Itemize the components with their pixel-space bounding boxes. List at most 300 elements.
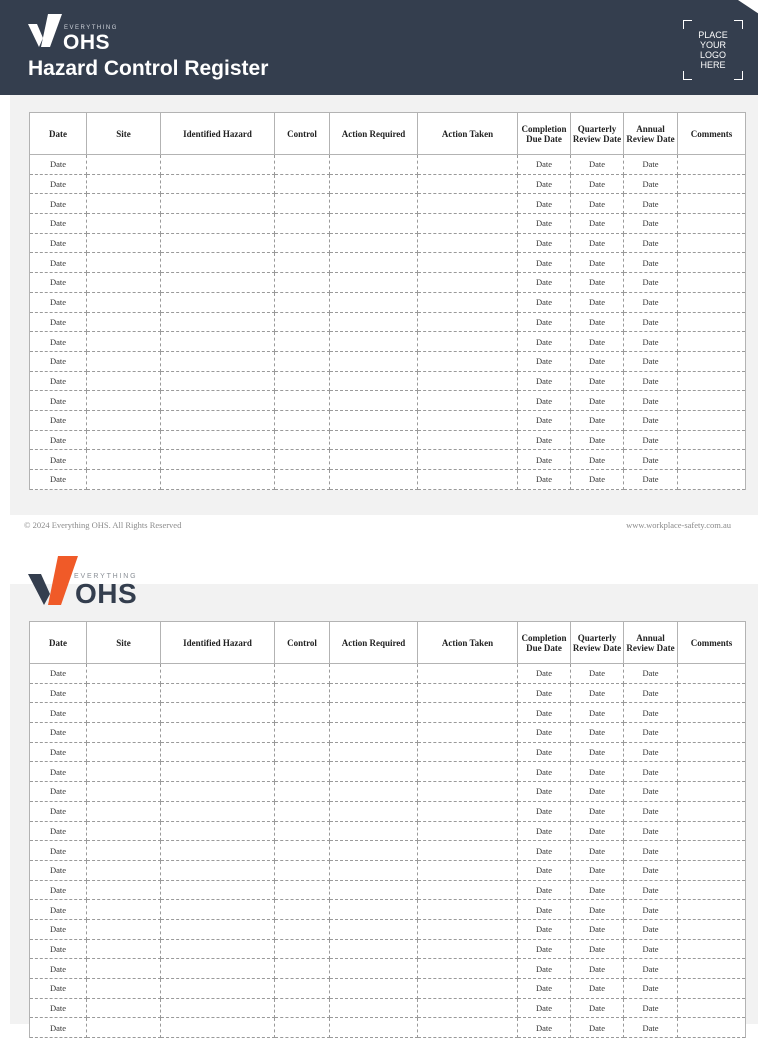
table-cell[interactable] bbox=[330, 332, 418, 352]
table-cell[interactable] bbox=[330, 998, 418, 1018]
table-cell[interactable] bbox=[161, 1018, 275, 1038]
table-cell[interactable]: Date bbox=[30, 1018, 87, 1038]
table-cell[interactable]: Date bbox=[624, 391, 678, 411]
table-cell[interactable]: Date bbox=[571, 979, 624, 999]
table-cell[interactable] bbox=[418, 939, 518, 959]
table-cell[interactable]: Date bbox=[624, 1018, 678, 1038]
table-cell[interactable] bbox=[161, 253, 275, 273]
table-cell[interactable]: Date bbox=[571, 214, 624, 234]
table-cell[interactable] bbox=[330, 273, 418, 293]
table-cell[interactable] bbox=[418, 821, 518, 841]
table-cell[interactable]: Date bbox=[571, 939, 624, 959]
table-cell[interactable]: Date bbox=[571, 860, 624, 880]
table-cell[interactable] bbox=[330, 450, 418, 470]
table-cell[interactable] bbox=[330, 410, 418, 430]
table-cell[interactable] bbox=[418, 959, 518, 979]
table-cell[interactable]: Date bbox=[571, 959, 624, 979]
table-cell[interactable] bbox=[418, 371, 518, 391]
table-cell[interactable]: Date bbox=[30, 703, 87, 723]
table-cell[interactable]: Date bbox=[571, 742, 624, 762]
table-cell[interactable] bbox=[330, 253, 418, 273]
table-cell[interactable] bbox=[275, 939, 330, 959]
table-cell[interactable] bbox=[678, 821, 746, 841]
table-cell[interactable]: Date bbox=[624, 351, 678, 371]
table-cell[interactable]: Date bbox=[624, 233, 678, 253]
table-cell[interactable] bbox=[678, 1018, 746, 1038]
table-cell[interactable]: Date bbox=[518, 174, 571, 194]
table-cell[interactable] bbox=[161, 762, 275, 782]
table-cell[interactable] bbox=[275, 998, 330, 1018]
table-cell[interactable] bbox=[678, 742, 746, 762]
table-cell[interactable]: Date bbox=[571, 683, 624, 703]
table-cell[interactable] bbox=[418, 723, 518, 743]
table-cell[interactable] bbox=[87, 391, 161, 411]
table-cell[interactable] bbox=[161, 723, 275, 743]
table-cell[interactable]: Date bbox=[30, 430, 87, 450]
table-cell[interactable] bbox=[418, 332, 518, 352]
table-cell[interactable] bbox=[275, 351, 330, 371]
table-cell[interactable] bbox=[678, 253, 746, 273]
table-cell[interactable]: Date bbox=[571, 292, 624, 312]
table-cell[interactable] bbox=[678, 880, 746, 900]
table-cell[interactable] bbox=[161, 900, 275, 920]
table-cell[interactable] bbox=[678, 273, 746, 293]
table-cell[interactable]: Date bbox=[518, 801, 571, 821]
table-cell[interactable] bbox=[330, 782, 418, 802]
table-cell[interactable] bbox=[678, 723, 746, 743]
table-cell[interactable] bbox=[330, 762, 418, 782]
table-cell[interactable] bbox=[418, 155, 518, 175]
table-cell[interactable]: Date bbox=[30, 332, 87, 352]
table-cell[interactable] bbox=[418, 841, 518, 861]
table-cell[interactable]: Date bbox=[30, 821, 87, 841]
table-cell[interactable]: Date bbox=[30, 880, 87, 900]
table-cell[interactable] bbox=[275, 391, 330, 411]
table-cell[interactable] bbox=[275, 664, 330, 684]
table-cell[interactable] bbox=[418, 273, 518, 293]
table-cell[interactable] bbox=[161, 880, 275, 900]
table-cell[interactable] bbox=[87, 939, 161, 959]
table-cell[interactable]: Date bbox=[30, 860, 87, 880]
table-cell[interactable] bbox=[87, 410, 161, 430]
table-cell[interactable] bbox=[330, 371, 418, 391]
table-cell[interactable] bbox=[275, 155, 330, 175]
table-cell[interactable] bbox=[87, 1018, 161, 1038]
table-cell[interactable]: Date bbox=[571, 450, 624, 470]
table-cell[interactable] bbox=[275, 919, 330, 939]
table-cell[interactable] bbox=[275, 742, 330, 762]
table-cell[interactable] bbox=[161, 939, 275, 959]
table-cell[interactable] bbox=[87, 233, 161, 253]
table-cell[interactable]: Date bbox=[518, 703, 571, 723]
table-cell[interactable]: Date bbox=[518, 959, 571, 979]
table-cell[interactable] bbox=[161, 371, 275, 391]
table-cell[interactable] bbox=[330, 155, 418, 175]
table-cell[interactable]: Date bbox=[624, 430, 678, 450]
table-cell[interactable] bbox=[418, 860, 518, 880]
table-cell[interactable] bbox=[161, 450, 275, 470]
table-cell[interactable]: Date bbox=[624, 703, 678, 723]
table-cell[interactable]: Date bbox=[571, 430, 624, 450]
table-cell[interactable] bbox=[161, 782, 275, 802]
table-cell[interactable] bbox=[418, 410, 518, 430]
table-cell[interactable] bbox=[418, 194, 518, 214]
table-cell[interactable] bbox=[330, 194, 418, 214]
table-cell[interactable]: Date bbox=[571, 841, 624, 861]
table-cell[interactable] bbox=[418, 253, 518, 273]
table-cell[interactable] bbox=[330, 860, 418, 880]
table-cell[interactable]: Date bbox=[624, 900, 678, 920]
table-cell[interactable] bbox=[275, 233, 330, 253]
table-cell[interactable] bbox=[275, 430, 330, 450]
table-cell[interactable]: Date bbox=[624, 194, 678, 214]
table-cell[interactable] bbox=[678, 174, 746, 194]
table-cell[interactable] bbox=[161, 742, 275, 762]
table-cell[interactable]: Date bbox=[571, 782, 624, 802]
table-cell[interactable]: Date bbox=[624, 450, 678, 470]
table-cell[interactable]: Date bbox=[30, 214, 87, 234]
table-cell[interactable]: Date bbox=[624, 371, 678, 391]
table-cell[interactable] bbox=[418, 762, 518, 782]
table-cell[interactable]: Date bbox=[518, 430, 571, 450]
table-cell[interactable] bbox=[678, 332, 746, 352]
table-cell[interactable]: Date bbox=[518, 979, 571, 999]
table-cell[interactable]: Date bbox=[518, 214, 571, 234]
table-cell[interactable] bbox=[678, 703, 746, 723]
table-cell[interactable] bbox=[678, 155, 746, 175]
table-cell[interactable] bbox=[87, 703, 161, 723]
table-cell[interactable]: Date bbox=[624, 723, 678, 743]
table-cell[interactable] bbox=[418, 919, 518, 939]
table-cell[interactable]: Date bbox=[30, 683, 87, 703]
table-cell[interactable] bbox=[87, 900, 161, 920]
table-cell[interactable] bbox=[87, 919, 161, 939]
table-cell[interactable]: Date bbox=[624, 919, 678, 939]
table-cell[interactable] bbox=[275, 1018, 330, 1038]
table-cell[interactable] bbox=[87, 762, 161, 782]
table-cell[interactable] bbox=[87, 821, 161, 841]
table-cell[interactable]: Date bbox=[518, 723, 571, 743]
table-cell[interactable] bbox=[275, 410, 330, 430]
table-cell[interactable]: Date bbox=[518, 742, 571, 762]
table-cell[interactable]: Date bbox=[30, 998, 87, 1018]
table-cell[interactable]: Date bbox=[571, 998, 624, 1018]
table-cell[interactable] bbox=[330, 351, 418, 371]
table-cell[interactable]: Date bbox=[624, 273, 678, 293]
table-cell[interactable] bbox=[87, 998, 161, 1018]
table-cell[interactable] bbox=[275, 762, 330, 782]
table-cell[interactable] bbox=[330, 233, 418, 253]
table-cell[interactable]: Date bbox=[624, 214, 678, 234]
table-cell[interactable]: Date bbox=[571, 723, 624, 743]
table-cell[interactable] bbox=[330, 801, 418, 821]
table-cell[interactable]: Date bbox=[30, 742, 87, 762]
table-cell[interactable] bbox=[87, 155, 161, 175]
table-cell[interactable]: Date bbox=[30, 155, 87, 175]
table-cell[interactable]: Date bbox=[624, 821, 678, 841]
table-cell[interactable]: Date bbox=[30, 919, 87, 939]
table-cell[interactable]: Date bbox=[30, 959, 87, 979]
table-cell[interactable]: Date bbox=[571, 371, 624, 391]
table-cell[interactable] bbox=[330, 959, 418, 979]
table-cell[interactable]: Date bbox=[571, 332, 624, 352]
table-cell[interactable] bbox=[678, 979, 746, 999]
table-cell[interactable] bbox=[330, 470, 418, 490]
table-cell[interactable] bbox=[87, 959, 161, 979]
table-cell[interactable] bbox=[275, 880, 330, 900]
table-cell[interactable] bbox=[678, 959, 746, 979]
table-cell[interactable] bbox=[87, 723, 161, 743]
table-cell[interactable] bbox=[330, 391, 418, 411]
table-cell[interactable]: Date bbox=[30, 841, 87, 861]
table-cell[interactable]: Date bbox=[30, 979, 87, 999]
table-cell[interactable]: Date bbox=[571, 919, 624, 939]
table-cell[interactable] bbox=[678, 664, 746, 684]
table-cell[interactable] bbox=[275, 860, 330, 880]
table-cell[interactable] bbox=[275, 174, 330, 194]
table-cell[interactable]: Date bbox=[624, 959, 678, 979]
table-cell[interactable] bbox=[161, 821, 275, 841]
table-cell[interactable] bbox=[418, 979, 518, 999]
table-cell[interactable] bbox=[161, 959, 275, 979]
table-cell[interactable] bbox=[87, 880, 161, 900]
table-cell[interactable] bbox=[418, 391, 518, 411]
table-cell[interactable]: Date bbox=[30, 723, 87, 743]
table-cell[interactable] bbox=[275, 801, 330, 821]
table-cell[interactable] bbox=[678, 782, 746, 802]
table-cell[interactable]: Date bbox=[571, 273, 624, 293]
table-cell[interactable]: Date bbox=[518, 880, 571, 900]
table-cell[interactable] bbox=[161, 841, 275, 861]
table-cell[interactable]: Date bbox=[518, 351, 571, 371]
table-cell[interactable] bbox=[275, 841, 330, 861]
table-cell[interactable]: Date bbox=[624, 801, 678, 821]
table-cell[interactable] bbox=[330, 174, 418, 194]
table-cell[interactable] bbox=[678, 762, 746, 782]
table-cell[interactable] bbox=[678, 683, 746, 703]
table-cell[interactable]: Date bbox=[518, 900, 571, 920]
table-cell[interactable]: Date bbox=[571, 194, 624, 214]
table-cell[interactable] bbox=[418, 292, 518, 312]
table-cell[interactable] bbox=[418, 450, 518, 470]
table-cell[interactable] bbox=[678, 292, 746, 312]
table-cell[interactable] bbox=[275, 312, 330, 332]
table-cell[interactable] bbox=[161, 979, 275, 999]
table-cell[interactable]: Date bbox=[30, 782, 87, 802]
table-cell[interactable] bbox=[87, 174, 161, 194]
table-cell[interactable] bbox=[418, 470, 518, 490]
table-cell[interactable] bbox=[87, 253, 161, 273]
table-cell[interactable] bbox=[330, 742, 418, 762]
table-cell[interactable] bbox=[678, 450, 746, 470]
table-cell[interactable] bbox=[161, 273, 275, 293]
table-cell[interactable] bbox=[330, 939, 418, 959]
table-cell[interactable] bbox=[161, 801, 275, 821]
table-cell[interactable] bbox=[418, 880, 518, 900]
table-cell[interactable] bbox=[275, 470, 330, 490]
table-cell[interactable]: Date bbox=[30, 371, 87, 391]
table-cell[interactable] bbox=[161, 332, 275, 352]
table-cell[interactable] bbox=[418, 351, 518, 371]
table-cell[interactable]: Date bbox=[518, 762, 571, 782]
table-cell[interactable] bbox=[678, 939, 746, 959]
table-cell[interactable] bbox=[87, 351, 161, 371]
table-cell[interactable] bbox=[87, 979, 161, 999]
table-cell[interactable] bbox=[87, 312, 161, 332]
table-cell[interactable]: Date bbox=[624, 155, 678, 175]
table-cell[interactable]: Date bbox=[30, 253, 87, 273]
table-cell[interactable] bbox=[330, 664, 418, 684]
table-cell[interactable] bbox=[87, 450, 161, 470]
table-cell[interactable] bbox=[330, 900, 418, 920]
table-cell[interactable] bbox=[678, 391, 746, 411]
table-cell[interactable]: Date bbox=[30, 801, 87, 821]
table-cell[interactable] bbox=[330, 312, 418, 332]
table-cell[interactable] bbox=[678, 470, 746, 490]
table-cell[interactable] bbox=[418, 233, 518, 253]
table-cell[interactable] bbox=[330, 683, 418, 703]
table-cell[interactable] bbox=[87, 214, 161, 234]
table-cell[interactable]: Date bbox=[624, 742, 678, 762]
table-cell[interactable] bbox=[330, 292, 418, 312]
table-cell[interactable] bbox=[87, 194, 161, 214]
table-cell[interactable]: Date bbox=[571, 410, 624, 430]
table-cell[interactable] bbox=[275, 194, 330, 214]
table-cell[interactable] bbox=[678, 194, 746, 214]
table-cell[interactable] bbox=[275, 332, 330, 352]
table-cell[interactable]: Date bbox=[624, 253, 678, 273]
table-cell[interactable] bbox=[161, 703, 275, 723]
table-cell[interactable] bbox=[275, 292, 330, 312]
table-cell[interactable]: Date bbox=[624, 683, 678, 703]
table-cell[interactable] bbox=[678, 371, 746, 391]
table-cell[interactable]: Date bbox=[571, 312, 624, 332]
table-cell[interactable] bbox=[161, 312, 275, 332]
table-cell[interactable]: Date bbox=[571, 900, 624, 920]
table-cell[interactable] bbox=[87, 292, 161, 312]
table-cell[interactable] bbox=[275, 683, 330, 703]
table-cell[interactable]: Date bbox=[518, 664, 571, 684]
table-cell[interactable]: Date bbox=[571, 233, 624, 253]
table-cell[interactable]: Date bbox=[624, 470, 678, 490]
table-cell[interactable]: Date bbox=[571, 762, 624, 782]
table-cell[interactable] bbox=[87, 470, 161, 490]
table-cell[interactable] bbox=[161, 410, 275, 430]
table-cell[interactable]: Date bbox=[30, 351, 87, 371]
table-cell[interactable] bbox=[678, 233, 746, 253]
table-cell[interactable] bbox=[275, 214, 330, 234]
table-cell[interactable]: Date bbox=[30, 233, 87, 253]
table-cell[interactable]: Date bbox=[518, 860, 571, 880]
table-cell[interactable]: Date bbox=[571, 391, 624, 411]
table-cell[interactable]: Date bbox=[518, 371, 571, 391]
table-cell[interactable] bbox=[87, 683, 161, 703]
table-cell[interactable] bbox=[418, 174, 518, 194]
table-cell[interactable] bbox=[275, 782, 330, 802]
table-cell[interactable] bbox=[418, 900, 518, 920]
table-cell[interactable] bbox=[678, 312, 746, 332]
website-link[interactable]: www.workplace-safety.com.au bbox=[626, 520, 731, 530]
table-cell[interactable] bbox=[161, 391, 275, 411]
table-cell[interactable]: Date bbox=[624, 174, 678, 194]
table-cell[interactable]: Date bbox=[30, 194, 87, 214]
table-cell[interactable]: Date bbox=[518, 292, 571, 312]
table-cell[interactable]: Date bbox=[624, 998, 678, 1018]
table-cell[interactable] bbox=[418, 1018, 518, 1038]
table-cell[interactable] bbox=[418, 801, 518, 821]
table-cell[interactable] bbox=[275, 723, 330, 743]
table-cell[interactable] bbox=[330, 841, 418, 861]
table-cell[interactable]: Date bbox=[30, 312, 87, 332]
table-cell[interactable] bbox=[87, 841, 161, 861]
table-cell[interactable] bbox=[678, 801, 746, 821]
table-cell[interactable]: Date bbox=[571, 174, 624, 194]
table-cell[interactable]: Date bbox=[518, 450, 571, 470]
table-cell[interactable]: Date bbox=[571, 703, 624, 723]
table-cell[interactable]: Date bbox=[30, 410, 87, 430]
table-cell[interactable] bbox=[87, 860, 161, 880]
table-cell[interactable] bbox=[275, 703, 330, 723]
table-cell[interactable] bbox=[330, 880, 418, 900]
table-cell[interactable] bbox=[161, 683, 275, 703]
table-cell[interactable]: Date bbox=[518, 273, 571, 293]
table-cell[interactable] bbox=[678, 214, 746, 234]
table-cell[interactable] bbox=[330, 979, 418, 999]
table-cell[interactable]: Date bbox=[624, 939, 678, 959]
table-cell[interactable]: Date bbox=[518, 1018, 571, 1038]
table-cell[interactable] bbox=[678, 860, 746, 880]
table-cell[interactable] bbox=[161, 292, 275, 312]
table-cell[interactable] bbox=[330, 430, 418, 450]
table-cell[interactable] bbox=[161, 351, 275, 371]
table-cell[interactable]: Date bbox=[571, 664, 624, 684]
table-cell[interactable] bbox=[330, 723, 418, 743]
table-cell[interactable]: Date bbox=[518, 332, 571, 352]
table-cell[interactable] bbox=[275, 450, 330, 470]
table-cell[interactable] bbox=[275, 371, 330, 391]
table-cell[interactable] bbox=[275, 821, 330, 841]
table-cell[interactable] bbox=[330, 703, 418, 723]
table-cell[interactable]: Date bbox=[624, 841, 678, 861]
table-cell[interactable]: Date bbox=[30, 939, 87, 959]
table-cell[interactable] bbox=[161, 664, 275, 684]
table-cell[interactable] bbox=[161, 174, 275, 194]
table-cell[interactable] bbox=[275, 979, 330, 999]
table-cell[interactable] bbox=[418, 683, 518, 703]
table-cell[interactable] bbox=[678, 351, 746, 371]
table-cell[interactable] bbox=[678, 998, 746, 1018]
table-cell[interactable] bbox=[418, 664, 518, 684]
table-cell[interactable] bbox=[161, 919, 275, 939]
table-cell[interactable] bbox=[418, 703, 518, 723]
table-cell[interactable]: Date bbox=[571, 801, 624, 821]
table-cell[interactable] bbox=[418, 430, 518, 450]
table-cell[interactable] bbox=[161, 860, 275, 880]
table-cell[interactable]: Date bbox=[624, 332, 678, 352]
table-cell[interactable] bbox=[161, 194, 275, 214]
table-cell[interactable] bbox=[330, 821, 418, 841]
table-cell[interactable]: Date bbox=[571, 470, 624, 490]
table-cell[interactable] bbox=[678, 841, 746, 861]
table-cell[interactable] bbox=[161, 155, 275, 175]
table-cell[interactable] bbox=[275, 253, 330, 273]
table-cell[interactable]: Date bbox=[30, 762, 87, 782]
table-cell[interactable]: Date bbox=[30, 273, 87, 293]
table-cell[interactable]: Date bbox=[518, 919, 571, 939]
table-cell[interactable] bbox=[87, 782, 161, 802]
table-cell[interactable] bbox=[161, 430, 275, 450]
table-cell[interactable] bbox=[161, 214, 275, 234]
